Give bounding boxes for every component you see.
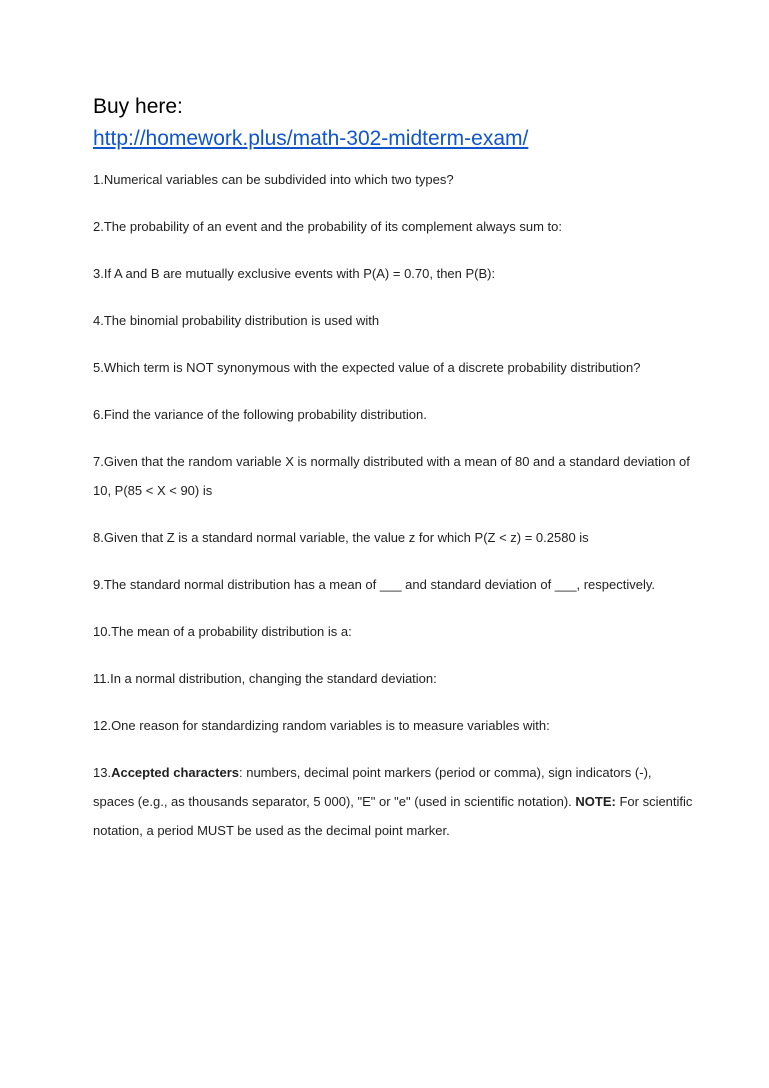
question-5: 5.Which term is NOT synonymous with the expected value of a discrete probability distribution? bbox=[93, 360, 641, 375]
accepted-characters-text: : numbers, decimal point markers (period or comma), sign indicators (-), spaces (e.g., as thousands separator, 5 000), "E" or "e" (used in scientific notation). bbox=[93, 765, 652, 809]
question-10: 10.The mean of a probability distribution is a: bbox=[93, 624, 352, 639]
buy-heading: Buy here: bbox=[93, 95, 183, 118]
question-2: 2.The probability of an event and the probability of its complement always sum to: bbox=[93, 219, 562, 234]
question-7: 7.Given that the random variable X is normally distributed with a mean of 80 and a standard deviation of 10, P(85 < X < 90) is bbox=[93, 454, 690, 498]
note-label: NOTE: bbox=[575, 794, 616, 809]
question-4: 4.The binomial probability distribution is used with bbox=[93, 313, 380, 328]
question-13-number: 13. bbox=[93, 765, 112, 780]
question-3: 3.If A and B are mutually exclusive events with P(A) = 0.70, then P(B): bbox=[93, 266, 496, 281]
document-content bbox=[93, 93, 693, 845]
question-11: 11.In a normal distribution, changing the standard deviation: bbox=[93, 671, 437, 686]
question-13 bbox=[93, 758, 693, 845]
note-text: For scientific notation, a period MUST be used as the decimal point marker. bbox=[93, 794, 693, 838]
question-8: 8.Given that Z is a standard normal variable, the value z for which P(Z < z) = 0.2580 is bbox=[93, 530, 589, 545]
question-6: 6.Find the variance of the following probability distribution. bbox=[93, 407, 427, 422]
purchase-link[interactable]: http://homework.plus/math-302-midterm-exam/ bbox=[93, 127, 529, 150]
accepted-characters-label: Accepted characters bbox=[111, 765, 239, 780]
question-1: 1.Numerical variables can be subdivided into which two types? bbox=[93, 172, 454, 187]
question-9: 9.The standard normal distribution has a mean of ___ and standard deviation of ___, respectively. bbox=[93, 577, 655, 592]
question-12: 12.One reason for standardizing random variables is to measure variables with: bbox=[93, 718, 550, 733]
